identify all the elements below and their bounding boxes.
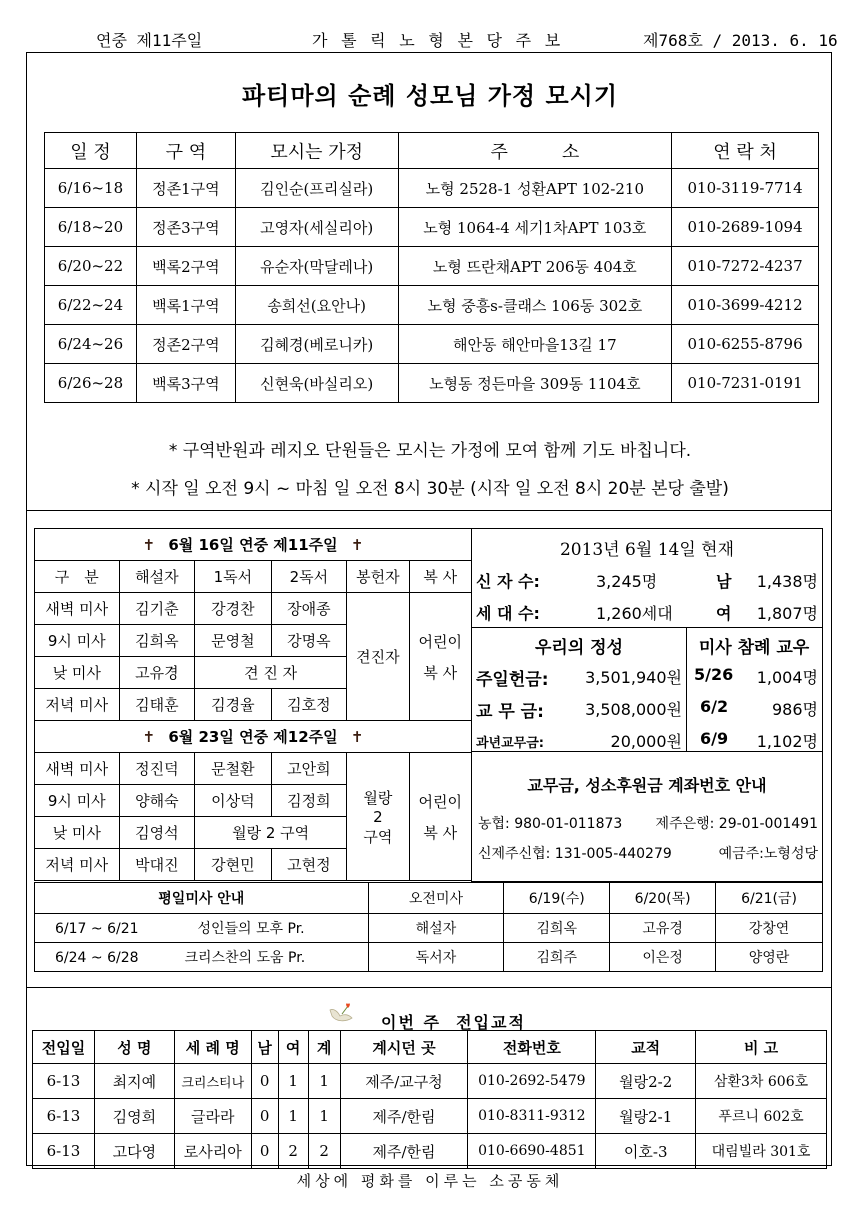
offering-title: 우리의 정성 [534,638,624,658]
reader1: 강경찬 [195,593,272,625]
offering-value: 3,501,940원 [585,668,682,687]
column-header: 계시던 곳 [340,1031,468,1064]
period: 6/17 ~ 6/21 [55,921,139,937]
column-header: 남 [251,1031,278,1064]
reader1: 이상덕 [195,785,272,817]
district-cell: 백록3구역 [136,364,235,403]
name: 최지예 [94,1064,174,1099]
host-cell: 고영자(세실리아) [235,208,398,247]
district: 이호-3 [596,1134,696,1169]
dove-heart-icon [328,1002,356,1028]
mass-time: 9시 미사 [35,625,120,657]
person: 이은정 [610,943,716,972]
newcomers-table [32,1030,827,1169]
move-in-date: 6-13 [33,1134,95,1169]
host-cell: 신현욱(바실리오) [235,364,398,403]
offering-line: 월랑 [363,788,393,807]
address-cell: 노형 2528-1 성환APT 102-210 [398,169,672,208]
week-header-row [35,529,472,561]
section-divider [26,510,832,511]
column-header: 일 정 [45,133,137,169]
readers-merged: 견 진 자 [195,657,347,689]
phone: 010-2692-5479 [468,1064,596,1099]
believers-label: 신 자 수: [476,572,540,591]
baptismal-name: 글라라 [174,1099,251,1134]
mass-time: 새벽 미사 [35,753,120,785]
mass-time: 낮 미사 [35,657,120,689]
offering-value: 20,000원 [610,732,682,751]
role: 독서자 [368,943,504,972]
male-label: 남 [716,572,732,591]
mass-time: 9시 미사 [35,785,120,817]
table-row [45,325,819,364]
attendance-date: 6/9 [700,729,729,748]
table-header-row [33,1031,827,1064]
reader2: 김호정 [271,689,347,721]
column-header: 구 분 [35,561,120,593]
account-title: 교무금, 성소후원금 계좌번호 안내 [527,776,767,795]
mass-schedule-table [34,528,472,881]
commentator: 김태훈 [119,689,195,721]
table-row [45,286,819,325]
commentator: 양해숙 [119,785,195,817]
reader1: 김경율 [195,689,272,721]
pilgrimage-note: * 구역반원과 레지오 단원들은 모시는 가정에 모여 함께 기도 바칩니다. [168,441,692,461]
commentator: 고유경 [119,657,195,689]
mass-time: 낮 미사 [35,817,120,849]
stats-divider [472,751,822,752]
person: 양영란 [716,943,823,972]
week1-title: 6월 16일 연중 제11주일 [168,536,338,554]
cross-icon: ✝ [142,728,156,746]
offering-line: 구역 [363,827,393,846]
praesidium: 크리스찬의 도움 Pr. [184,950,306,966]
stats-date: 2013년 6월 14일 현재 [559,540,735,560]
column-header: 구 역 [136,133,235,169]
phone: 010-8311-9312 [468,1099,596,1134]
previous-parish: 제주/한림 [340,1134,468,1169]
offering-cell: 견진자 [347,593,409,721]
server-cell [409,753,471,881]
phone-cell: 010-3699-4212 [672,286,819,325]
column-header: 1독서 [195,561,272,593]
column-header: 연 락 처 [672,133,819,169]
male-count: 0 [251,1134,278,1169]
column-header: 교적 [596,1031,696,1064]
address-cell: 노형 중흥s-클래스 106동 302호 [398,286,672,325]
phone-cell: 010-2689-1094 [672,208,819,247]
reader2: 장애종 [271,593,347,625]
table-row [45,208,819,247]
host-cell: 송희선(요안나) [235,286,398,325]
column-header: 2독서 [271,561,347,593]
offering-label: 교 무 금: [476,702,544,722]
attendance-count: 986명 [772,700,818,719]
move-in-date: 6-13 [33,1099,95,1134]
reader2: 김정희 [271,785,347,817]
column-header: 비 고 [696,1031,827,1064]
name: 고다영 [94,1134,174,1169]
address-cell: 노형 뜨란채APT 206동 404호 [398,247,672,286]
baptismal-name: 로사리아 [174,1134,251,1169]
table-row [35,914,823,943]
district-cell: 정존3구역 [136,208,235,247]
schedule-cell: 6/22~24 [45,286,137,325]
section-divider [26,987,832,988]
host-cell: 김혜경(베로니카) [235,325,398,364]
total-count: 1 [308,1099,340,1134]
account-nh: 농협: 980-01-011873 [478,816,623,832]
district-cell: 정존1구역 [136,169,235,208]
offering-cell [347,753,409,881]
column-header: 봉헌자 [347,561,409,593]
schedule-cell: 6/20~22 [45,247,137,286]
schedule-cell: 6/26~28 [45,364,137,403]
offering-label: 주일헌금: [476,670,549,690]
newcomers-title: 이번 주 전입교적 [381,1013,526,1032]
stats-divider [472,627,822,628]
total-count: 1 [308,1064,340,1099]
column-header: 6/19(수) [504,883,610,914]
server-line: 어린이 [418,632,463,651]
female-value: 1,807명 [756,604,818,623]
server-line: 복 사 [423,823,458,842]
male-count: 0 [251,1099,278,1134]
district: 월랑2-1 [596,1099,696,1134]
phone-cell: 010-6255-8796 [672,325,819,364]
person: 고유경 [610,914,716,943]
female-count: 1 [278,1064,308,1099]
table-row [35,943,823,972]
header-issue: 제768호 / 2013. 6. 16 [643,31,838,50]
mass-time: 저녁 미사 [35,689,120,721]
cross-icon: ✝ [350,536,364,554]
reader2: 강명옥 [271,625,347,657]
weekday-title: 평일미사 안내 [35,883,369,914]
phone-cell: 010-7231-0191 [672,364,819,403]
column-header: 계 [308,1031,340,1064]
table-row [33,1099,827,1134]
remarks: 대림빌라 301호 [696,1134,827,1169]
remarks: 푸르니 602호 [696,1099,827,1134]
district-cell: 백록1구역 [136,286,235,325]
table-header-row [45,133,819,169]
reader1: 문철환 [195,753,272,785]
person: 김희옥 [504,914,610,943]
reader2: 고안희 [271,753,347,785]
female-count: 1 [278,1099,308,1134]
account-shinhyup: 신제주신협: 131-005-440279 [478,846,672,862]
address-cell: 노형 1064-4 세기1차APT 103호 [398,208,672,247]
commentator: 김영석 [119,817,195,849]
column-header: 해설자 [119,561,195,593]
column-header: 전화번호 [468,1031,596,1064]
footer-slogan: 세상에 평화를 이루는 소공동체 [296,1172,564,1190]
schedule-cell: 6/18~20 [45,208,137,247]
female-count: 2 [278,1134,308,1169]
district-cell: 백록2구역 [136,247,235,286]
reader1: 강현민 [195,849,272,881]
households-value: 1,260세대 [596,604,673,623]
person: 강창연 [716,914,823,943]
mass-time: 새벽 미사 [35,593,120,625]
column-header: 세 례 명 [174,1031,251,1064]
pilgrimage-title: 파티마의 순례 성모님 가정 모시기 [242,82,618,110]
cross-icon: ✝ [350,728,364,746]
header-bulletin-title: 가 톨 릭 노 형 본 당 주 보 [312,31,563,50]
column-header: 오전미사 [368,883,504,914]
reader1: 문영철 [195,625,272,657]
previous-parish: 제주/교구청 [340,1064,468,1099]
table-row [45,364,819,403]
server-line: 어린이 [418,792,463,811]
readers-merged: 월랑 2 구역 [195,817,347,849]
move-in-date: 6-13 [33,1064,95,1099]
households-label: 세 대 수: [476,604,540,623]
column-header: 6/21(금) [716,883,823,914]
table-row [45,169,819,208]
phone: 010-6690-4851 [468,1134,596,1169]
period: 6/24 ~ 6/28 [55,950,139,966]
district-cell: 정존2구역 [136,325,235,364]
host-cell: 김인순(프리실라) [235,169,398,208]
pilgrimage-note: * 시작 일 오전 9시 ~ 마침 일 오전 8시 30분 (시작 일 오전 8시 20분 본당 출발) [131,479,729,499]
column-header: 복 사 [409,561,471,593]
server-cell [409,593,471,721]
reader2: 고현정 [271,849,347,881]
schedule-cell: 6/16~18 [45,169,137,208]
previous-parish: 제주/한림 [340,1099,468,1134]
offering-value: 3,508,000원 [585,700,682,719]
attendance-count: 1,004명 [756,668,818,687]
table-row [45,247,819,286]
district: 월랑2-2 [596,1064,696,1099]
table-header-row [35,883,823,914]
believers-value: 3,245명 [596,572,658,591]
phone-cell: 010-3119-7714 [672,169,819,208]
table-row [35,593,472,625]
attendance-date: 6/2 [700,697,729,716]
commentator: 박대진 [119,849,195,881]
week2-title: 6월 23일 연중 제12주일 [168,728,338,746]
column-header: 성 명 [94,1031,174,1064]
commentator: 김희옥 [119,625,195,657]
person: 김희주 [504,943,610,972]
attendance-title: 미사 참례 교우 [698,638,810,658]
schedule-cell: 6/24~26 [45,325,137,364]
account-jeju: 제주은행: 29-01-001491 [655,816,818,832]
server-line: 복 사 [423,663,458,682]
commentator: 정진덕 [119,753,195,785]
male-value: 1,438명 [756,572,818,591]
table-header-row [35,561,472,593]
female-label: 여 [716,604,732,623]
baptismal-name: 크리스티나 [174,1064,251,1099]
stats-panel [471,528,823,882]
account-holder: 예금주:노형성당 [718,846,818,862]
table-row [33,1064,827,1099]
total-count: 2 [308,1134,340,1169]
column-header: 모시는 가정 [235,133,398,169]
phone-cell: 010-7272-4237 [672,247,819,286]
column-header: 전입일 [33,1031,95,1064]
remarks: 삼환3차 606호 [696,1064,827,1099]
column-header: 6/20(목) [610,883,716,914]
name: 김영희 [94,1099,174,1134]
male-count: 0 [251,1064,278,1099]
attendance-date: 5/26 [694,665,734,684]
header-week: 연중 제11주일 [96,31,203,50]
column-header: 주 소 [398,133,672,169]
praesidium: 성인들의 모후 Pr. [197,921,305,937]
pilgrimage-table [44,132,819,403]
role: 해설자 [368,914,504,943]
offering-line: 2 [373,807,383,826]
table-row [33,1134,827,1169]
cross-icon: ✝ [142,536,156,554]
mass-time: 저녁 미사 [35,849,120,881]
offering-label: 과년교무금: [476,736,544,751]
commentator: 김기춘 [119,593,195,625]
address-cell: 노형동 정든마을 309동 1104호 [398,364,672,403]
address-cell: 해안동 해안마을13길 17 [398,325,672,364]
column-header: 여 [278,1031,308,1064]
week-header-row [35,721,472,753]
host-cell: 유순자(막달레나) [235,247,398,286]
weekday-mass-table [34,882,823,972]
attendance-count: 1,102명 [756,732,818,751]
table-row [35,753,472,785]
